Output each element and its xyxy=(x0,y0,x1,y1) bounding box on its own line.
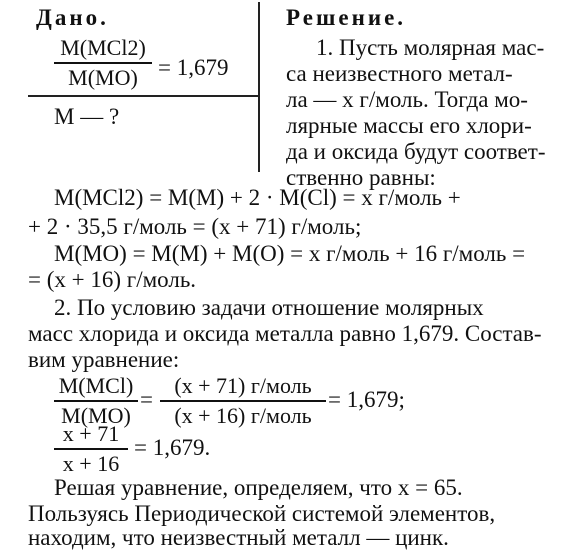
vertical-divider xyxy=(258,2,260,172)
fraction-simple-denominator: x + 16 xyxy=(62,451,120,476)
given-fraction-bar xyxy=(54,62,152,64)
p2-line-3: вим уравнение: xyxy=(28,347,180,372)
fraction-mcl-bar xyxy=(54,400,138,402)
fraction-x71-denominator: (x + 16) г/моль xyxy=(174,403,312,428)
equals-sign: = xyxy=(140,387,153,412)
fraction-x71-x16 xyxy=(160,374,326,428)
fraction-simple-bar xyxy=(54,448,128,450)
p1-line-4: лярные массы его хлори- xyxy=(286,113,532,138)
given-header: Дано. xyxy=(36,5,109,30)
fraction-x71-numerator: (x + 71) г/моль xyxy=(174,373,312,398)
p1-line-5: да и оксида будут соответ- xyxy=(286,139,546,164)
fraction-simple xyxy=(54,422,128,476)
eq-line-2: + 2 · 35,5 г/моль = (x + 71) г/моль; xyxy=(28,214,362,239)
given-value: = 1,679 xyxy=(158,55,229,80)
given-fraction xyxy=(54,36,152,90)
eq-line-3: M(MO) = M(M) + M(O) = x г/моль + 16 г/моль = xyxy=(54,241,526,266)
p2-line-2: масс хлорида и оксида металла равно 1,679. Состав- xyxy=(28,321,542,346)
fraction-x71-bar xyxy=(160,400,326,402)
fraction-mcl-mmo xyxy=(54,374,138,428)
given-divider xyxy=(28,95,258,97)
p2-line-1: 2. По условию задачи отношение молярных xyxy=(54,295,484,320)
p1-line-1: 1. Пусть молярная мас- xyxy=(316,35,545,60)
p1-line-3: ла — x г/моль. Тогда мо- xyxy=(286,87,528,112)
fraction-result-2: = 1,679. xyxy=(134,435,211,460)
eq-line-4: = (x + 16) г/моль. xyxy=(28,267,197,292)
p3-line-1: Решая уравнение, определяем, что x = 65. xyxy=(54,475,463,500)
fraction-result-1: = 1,679; xyxy=(328,387,405,412)
p1-line-2: са неизвестного метал- xyxy=(286,61,513,86)
given-fraction-numerator: M(MCl2) xyxy=(60,35,146,60)
fraction-simple-numerator: x + 71 xyxy=(62,421,120,446)
eq-line-1: M(MCl2) = M(M) + 2 · M(Cl) = x г/моль + xyxy=(54,185,461,210)
p3-line-3: находим, что неизвестный металл — цинк. xyxy=(28,525,449,550)
find-label: M — ? xyxy=(54,104,120,129)
p1-line-6: ственно равны: xyxy=(286,165,436,190)
given-fraction-denominator: M(MO) xyxy=(68,65,138,90)
p3-line-2: Пользуясь Периодической системой элементов, xyxy=(28,501,496,526)
solution-header: Решение. xyxy=(286,5,407,30)
fraction-mcl-denominator: M(MO) xyxy=(61,403,131,428)
fraction-mcl-numerator: M(MCl) xyxy=(58,373,134,398)
